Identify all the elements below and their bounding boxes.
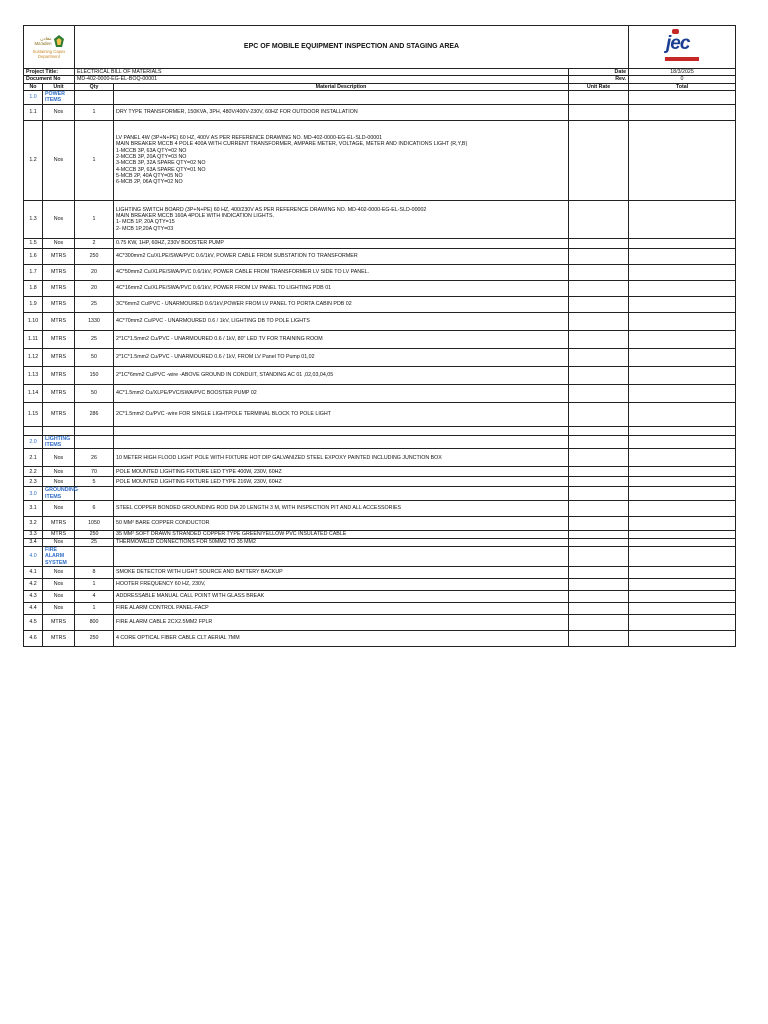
item-unit: MTRS: [43, 384, 75, 402]
table-row: [24, 539, 736, 547]
item-qty: 25: [75, 330, 114, 348]
item-unit-rate: [569, 477, 629, 487]
item-unit-rate: [569, 348, 629, 366]
item-total: [629, 477, 736, 487]
item-unit: MTRS: [43, 264, 75, 280]
item-description: 4C*70mm2 Cu/PVC - UNARMOURED 0.6 / 1kV, LIGHTING DB TO POLE LIGHTS: [114, 312, 569, 330]
item-unit: Nos: [43, 579, 75, 591]
item-number: 1.3: [24, 200, 43, 238]
document-no-value: MD-402-0000-EG-EL-BOQ-00001: [75, 76, 569, 83]
item-qty: 8: [75, 567, 114, 579]
table-row: [24, 264, 736, 280]
table-row: [24, 330, 736, 348]
item-description: STEEL COPPER BONDED GROUNDING ROD DIA 20 LENGTH 3 M, WITH INSPECTION PIT AND ALL ACCESSORIES: [114, 501, 569, 517]
item-total: [629, 348, 736, 366]
date-label: Date: [569, 69, 629, 76]
item-number: 4.4: [24, 603, 43, 615]
item-description: 2*1C*1.5mm2 Cu/PVC - UNARMOURED 0.6 / 1kV, 80" LED TV FOR TRAINING ROOM: [114, 330, 569, 348]
item-description: 4C*16mm2 Cu/XLPE/SWA/PVC 0.6/1kV, POWER FROM LV PANEL TO LIGHTING PDB 01: [114, 280, 569, 296]
item-number: 2.3: [24, 477, 43, 487]
title-row: [24, 26, 736, 69]
item-qty: 4: [75, 591, 114, 603]
item-unit-rate: [569, 603, 629, 615]
item-unit: MTRS: [43, 348, 75, 366]
item-description: 4C*300mm2 Cu/XLPE/SWA/PVC 0.6/1kV, POWER CABLE FROM SUBSTATION TO TRANSFORMER: [114, 248, 569, 264]
item-qty: 6: [75, 501, 114, 517]
item-unit-rate: [569, 517, 629, 531]
item-unit-rate: [569, 579, 629, 591]
item-total: [629, 104, 736, 120]
boq-sheet: [23, 25, 735, 647]
item-number: 1.8: [24, 280, 43, 296]
item-unit-rate: [569, 467, 629, 477]
item-qty: 50: [75, 384, 114, 402]
item-number: 1.9: [24, 296, 43, 312]
item-qty: 800: [75, 615, 114, 631]
item-total: [629, 603, 736, 615]
table-row: [24, 615, 736, 631]
rev-label: Rev.: [569, 76, 629, 83]
item-number: 3.3: [24, 531, 43, 539]
boq-table: [23, 25, 736, 647]
section-number: 1.0: [24, 91, 43, 105]
item-qty: 250: [75, 631, 114, 647]
table-row: [24, 366, 736, 384]
blank-row: [24, 426, 736, 435]
section-title: FIRE ALARM SYSTEM: [43, 547, 75, 567]
table-row: [24, 567, 736, 579]
item-unit: MTRS: [43, 631, 75, 647]
item-number: 2.1: [24, 449, 43, 467]
maaden-arabic-text: معادن: [40, 35, 52, 41]
item-description: 3C*6mm2 Cu/PVC - UNARMOURED 0.6/1kV,POWER FROM LV PANEL TO PORTA CABIN PDB 02: [114, 296, 569, 312]
item-unit: Nos: [43, 567, 75, 579]
item-description: FIRE ALARM CABLE 2CX2.5MM2 FPLR: [114, 615, 569, 631]
item-description: ADDRESSABLE MANUAL CALL POINT WITH GLASS BREAK: [114, 591, 569, 603]
table-row: [24, 517, 736, 531]
item-description: 2C*1.5mm2 Cu/PVC -wire FOR SINGLE LIGHTPOLE TERMINAL BLOCK TO POLE LIGHT: [114, 402, 569, 426]
item-unit: MTRS: [43, 312, 75, 330]
item-description: DRY TYPE TRANSFORMER, 150KVA, 3PH, 480V/400V-230V, 60HZ FOR OUTDOOR INSTALLATION: [114, 104, 569, 120]
item-total: [629, 539, 736, 547]
table-row: [24, 248, 736, 264]
item-unit: Nos: [43, 477, 75, 487]
item-unit-rate: [569, 104, 629, 120]
item-qty: 286: [75, 402, 114, 426]
item-total: [629, 467, 736, 477]
item-description: 4C*50mm2 Cu/XLPE/SWA/PVC 0.6/1kV, POWER CABLE FROM TRANSFORMER LV SIDE TO LV PANEL.: [114, 264, 569, 280]
item-qty: 250: [75, 531, 114, 539]
item-number: 1.7: [24, 264, 43, 280]
table-row: [24, 384, 736, 402]
item-unit: Nos: [43, 200, 75, 238]
item-unit-rate: [569, 312, 629, 330]
project-title-value: ELECTRICAL BILL OF MATERIALS: [75, 69, 569, 76]
item-total: [629, 264, 736, 280]
item-unit: MTRS: [43, 402, 75, 426]
item-total: [629, 631, 736, 647]
item-unit-rate: [569, 264, 629, 280]
table-row: [24, 603, 736, 615]
item-unit-rate: [569, 238, 629, 248]
item-total: [629, 200, 736, 238]
item-qty: 26: [75, 449, 114, 467]
item-unit: Nos: [43, 591, 75, 603]
item-total: [629, 280, 736, 296]
col-header-description: Material Description: [114, 83, 569, 90]
item-unit-rate: [569, 280, 629, 296]
item-unit: Nos: [43, 501, 75, 517]
item-total: [629, 366, 736, 384]
section-title: POWER ITEMS: [43, 91, 75, 105]
item-number: 4.5: [24, 615, 43, 631]
section-number: 2.0: [24, 435, 43, 449]
item-total: [629, 567, 736, 579]
item-qty: 1: [75, 104, 114, 120]
item-number: 3.1: [24, 501, 43, 517]
item-unit-rate: [569, 366, 629, 384]
item-number: 1.12: [24, 348, 43, 366]
section-number: 4.0: [24, 547, 43, 567]
rev-value: 0: [629, 76, 736, 83]
item-qty: 150: [75, 366, 114, 384]
table-row: [24, 449, 736, 467]
item-description: 50 MM² BARE COPPER CONDUCTOR: [114, 517, 569, 531]
project-title-label: Project Title:: [24, 69, 75, 76]
item-qty: 1: [75, 579, 114, 591]
item-number: 1.15: [24, 402, 43, 426]
item-unit-rate: [569, 567, 629, 579]
table-row: [24, 477, 736, 487]
item-number: 3.4: [24, 539, 43, 547]
item-unit: Nos: [43, 467, 75, 477]
item-unit: Nos: [43, 603, 75, 615]
item-description: 4C*1.5mm2 Cu/XLPE/PVC/SWA/PVC BOOSTER PUMP 02: [114, 384, 569, 402]
col-header-total: Total: [629, 83, 736, 90]
item-qty: 1: [75, 603, 114, 615]
item-total: [629, 579, 736, 591]
item-qty: 250: [75, 248, 114, 264]
item-unit: Nos: [43, 120, 75, 200]
table-row: [24, 104, 736, 120]
item-total: [629, 591, 736, 603]
item-qty: 1330: [75, 312, 114, 330]
table-row: [24, 579, 736, 591]
item-qty: 70: [75, 467, 114, 477]
item-qty: 25: [75, 539, 114, 547]
item-unit: MTRS: [43, 366, 75, 384]
item-description: 2*1C*1.5mm2 Cu/PVC - UNARMOURED 0.6 / 1kV, FROM LV Panel TO Pump 01,02: [114, 348, 569, 366]
item-unit-rate: [569, 539, 629, 547]
table-row: [24, 238, 736, 248]
item-total: [629, 248, 736, 264]
date-value: 18/3/2025: [629, 69, 736, 76]
item-unit-rate: [569, 248, 629, 264]
item-description: 2*1C*6mm2 Cu/PVC -wire -ABOVE GROUND IN CONDUIT, STANDING AC 01 ,02,03,04,05: [114, 366, 569, 384]
item-qty: 20: [75, 280, 114, 296]
section-row: [24, 487, 736, 501]
item-number: 1.1: [24, 104, 43, 120]
item-total: [629, 384, 736, 402]
item-qty: 50: [75, 348, 114, 366]
item-description: POLE MOUNTED LIGHTING FIXTURE LED TYPE 216W, 230V, 60HZ: [114, 477, 569, 487]
item-unit-rate: [569, 296, 629, 312]
item-unit-rate: [569, 330, 629, 348]
item-description: 4 CORE OPTICAL FIBER CABLE CLT AERIAL 7MM: [114, 631, 569, 647]
jec-logo-mark: jec: [659, 27, 705, 65]
item-qty: 5: [75, 477, 114, 487]
item-number: 4.1: [24, 567, 43, 579]
item-total: [629, 449, 736, 467]
item-number: 1.10: [24, 312, 43, 330]
item-number: 1.5: [24, 238, 43, 248]
item-number: 3.2: [24, 517, 43, 531]
table-row: [24, 631, 736, 647]
table-row: [24, 531, 736, 539]
item-unit: Nos: [43, 449, 75, 467]
table-row: [24, 501, 736, 517]
document-no-label: Document No: [24, 76, 75, 83]
item-unit: MTRS: [43, 517, 75, 531]
table-row: [24, 591, 736, 603]
item-total: [629, 531, 736, 539]
item-description: 35 MM² SOFT DRAWN STRANDED COPPER TYPE GREEN/YELLOW PVC INSULATED CABLE: [114, 531, 569, 539]
item-description: LV PANEL 4W (3P+N+PE) 60 HZ, 400V AS PER REFERENCE DRAWING NO. MD-402-0000-EG-EL-SLD-00001 MAIN BREAKER MCCB 4 POLE 400A WITH CURRENT TRANSFORMER, AMPARE METER, VOLTAGE, METER AND INDICATIONS LIGHT (R,Y,B) 1-MCCB 3P, 63A QTY=02 NO 2-MCCB 3P, 20A QTY=03 NO 3-MCCB 3P, 32A SPARE QTY=02 NO 4-MCCB 3P, 63A SPARE QTY=01 NO 5-MCB 2P, 40A QTY=05 NO 6-MCB 2P, 06A QTY=02 NO: [114, 120, 569, 200]
jec-logo: [629, 26, 736, 69]
item-number: 1.11: [24, 330, 43, 348]
item-total: [629, 501, 736, 517]
item-unit-rate: [569, 501, 629, 517]
item-total: [629, 296, 736, 312]
item-qty: 1: [75, 120, 114, 200]
item-description: LIGHTING SWITCH BOARD (3P+N+PE) 60 HZ, 400/230V AS PER REFERENCE DRAWING NO. MD-402-0000-EG-EL-SLD-00002 MAIN BREAKER MCCB 160A 4POLE WITH INDICATION LIGHTS. 1- MCB 1P, 20A QTY=15 2- MCB 1P,20A QTY=03: [114, 200, 569, 238]
col-header-unit-rate: Unit Rate: [569, 83, 629, 90]
item-total: [629, 312, 736, 330]
col-header-no: No: [24, 83, 43, 90]
col-header-qty: Qty: [75, 83, 114, 90]
item-qty: 1050: [75, 517, 114, 531]
section-number: 3.0: [24, 487, 43, 501]
item-number: 4.6: [24, 631, 43, 647]
item-number: 1.14: [24, 384, 43, 402]
maaden-emblem-icon: [54, 35, 64, 47]
item-unit: MTRS: [43, 615, 75, 631]
table-row: [24, 402, 736, 426]
item-description: 0.75 KW, 1HP, 60HZ, 230V BOOSTER PUMP: [114, 238, 569, 248]
document-title: EPC OF MOBILE EQUIPMENT INSPECTION AND STAGING AREA: [75, 26, 629, 69]
item-unit: MTRS: [43, 296, 75, 312]
item-unit-rate: [569, 615, 629, 631]
section-row: [24, 547, 736, 567]
item-unit: MTRS: [43, 330, 75, 348]
table-row: [24, 296, 736, 312]
item-unit: Nos: [43, 539, 75, 547]
item-number: 2.2: [24, 467, 43, 477]
item-qty: 20: [75, 264, 114, 280]
table-row: [24, 120, 736, 200]
item-number: 1.2: [24, 120, 43, 200]
column-header-row: [24, 83, 736, 90]
item-unit-rate: [569, 531, 629, 539]
item-total: [629, 402, 736, 426]
item-description: FIRE ALARM CONTROL PANEL-FACP: [114, 603, 569, 615]
item-unit: MTRS: [43, 531, 75, 539]
section-row: [24, 91, 736, 105]
item-qty: 25: [75, 296, 114, 312]
col-header-unit: Unit: [43, 83, 75, 90]
item-number: 4.2: [24, 579, 43, 591]
item-description: 10 METER HIGH FLOOD LIGHT POLE WITH FIXTURE HOT DIP GALVANIZED STEEL EXPOXY PAINTED INCLUDING JUNCTION BOX: [114, 449, 569, 467]
table-row: [24, 200, 736, 238]
item-number: 1.6: [24, 248, 43, 264]
document-no-row: [24, 76, 736, 83]
item-total: [629, 238, 736, 248]
item-number: 4.3: [24, 591, 43, 603]
maaden-logo: [24, 26, 75, 69]
table-row: [24, 280, 736, 296]
table-row: [24, 312, 736, 330]
item-description: SMOKE DETECTOR WITH LIGHT SOURCE AND BATTERY BACKUP: [114, 567, 569, 579]
item-unit-rate: [569, 384, 629, 402]
item-unit-rate: [569, 591, 629, 603]
table-row: [24, 467, 736, 477]
item-unit: Nos: [43, 238, 75, 248]
project-title-row: [24, 69, 736, 76]
item-total: [629, 330, 736, 348]
item-unit-rate: [569, 200, 629, 238]
item-number: 1.13: [24, 366, 43, 384]
item-total: [629, 120, 736, 200]
item-description: HOOTER FREQUENCY 60 HZ, 230V,: [114, 579, 569, 591]
item-unit-rate: [569, 631, 629, 647]
item-total: [629, 615, 736, 631]
item-qty: 1: [75, 200, 114, 238]
table-row: [24, 348, 736, 366]
maaden-department-text: Sustaining Capex Department: [32, 48, 66, 59]
item-unit-rate: [569, 449, 629, 467]
section-title: LIGHTING ITEMS: [43, 435, 75, 449]
item-description: THERMOWELD CONNECTIONS FOR 50MM2 TO 35 MM2: [114, 539, 569, 547]
item-total: [629, 517, 736, 531]
item-unit-rate: [569, 402, 629, 426]
item-unit: Nos: [43, 104, 75, 120]
section-row: [24, 435, 736, 449]
section-title: GROUNDING ITEMS: [43, 487, 75, 501]
item-unit: MTRS: [43, 248, 75, 264]
item-unit-rate: [569, 120, 629, 200]
maaden-name-text: Ma'aden: [34, 40, 52, 46]
item-unit: MTRS: [43, 280, 75, 296]
item-description: POLE MOUNTED LIGHTING FIXTURE LED TYPE 400W, 230V, 60HZ: [114, 467, 569, 477]
item-qty: 2: [75, 238, 114, 248]
